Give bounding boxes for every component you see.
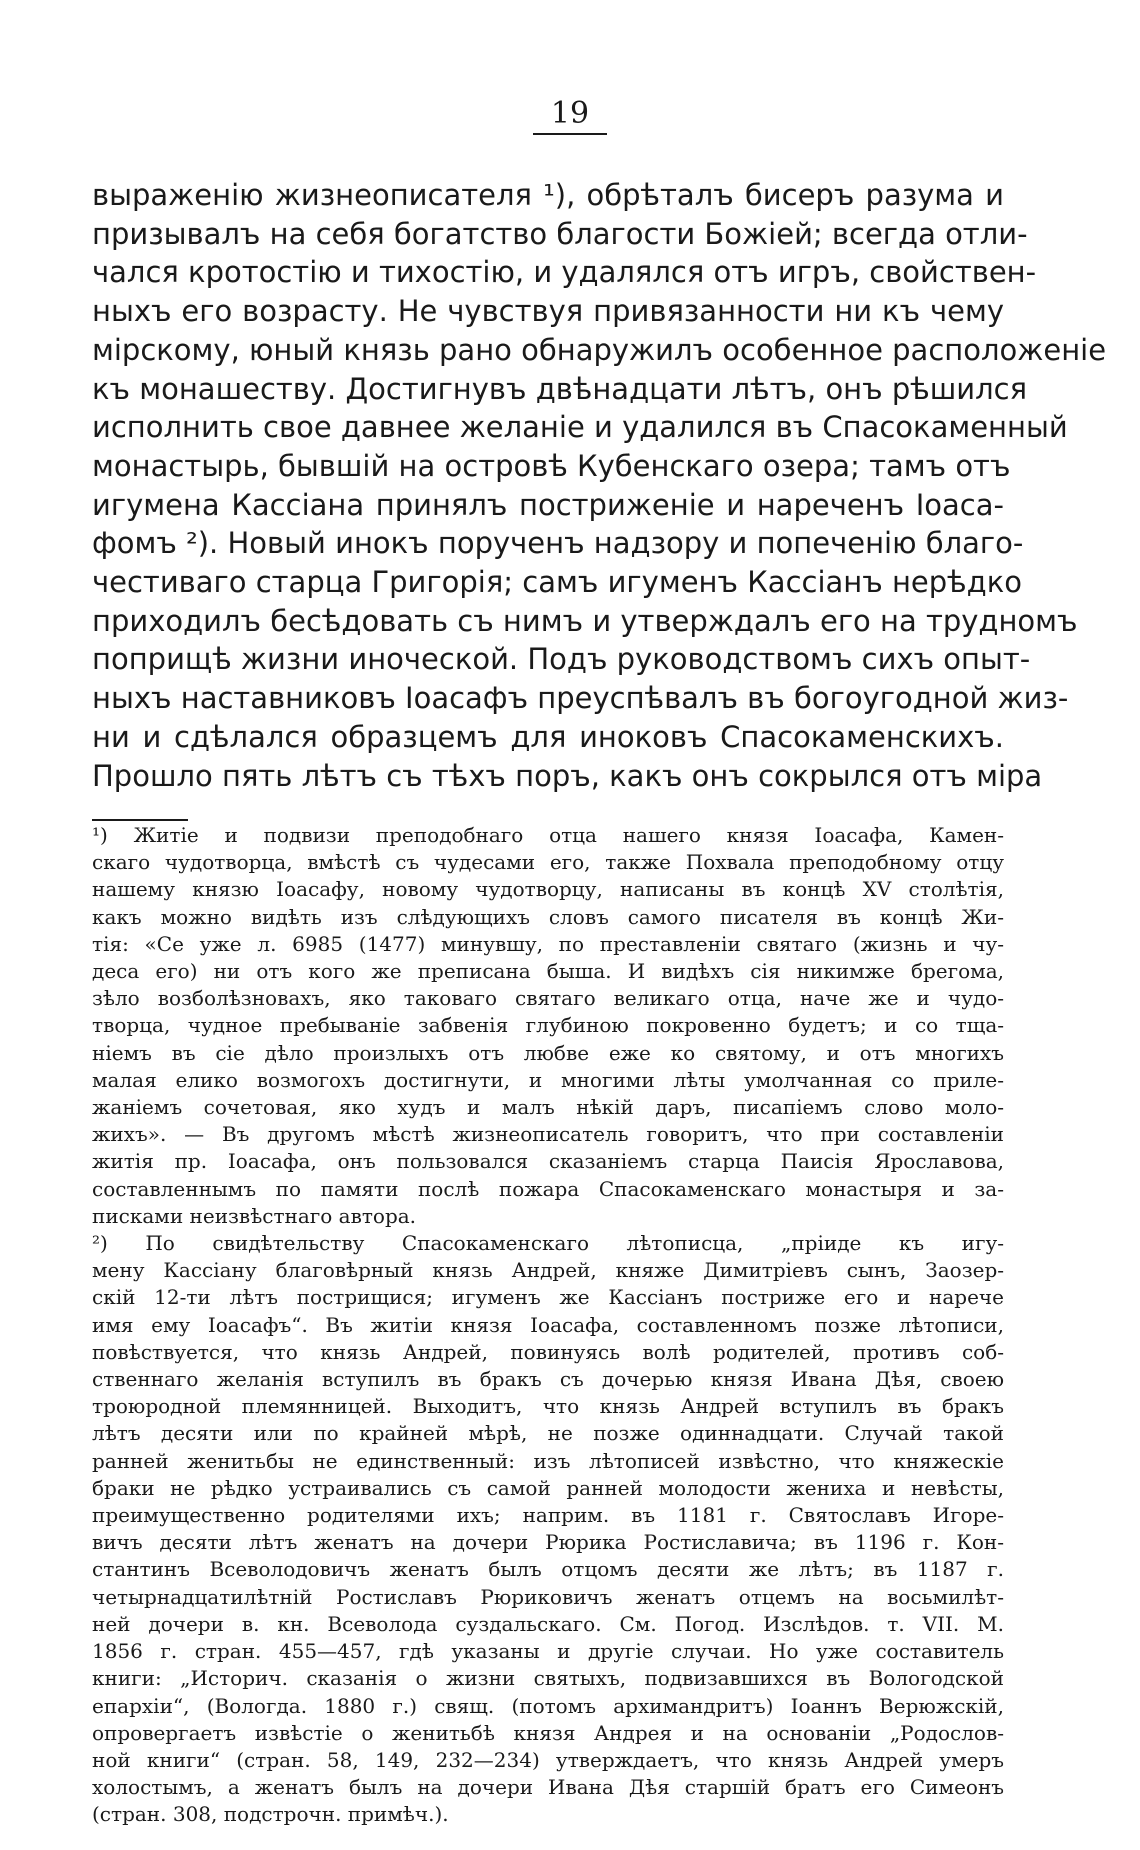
text-line: мірскому, юный князь рано обнаружилъ особенное расположеніе (92, 332, 1107, 367)
footnote-line: ственнаго желанія вступилъ въ бракъ съ дочерью князя Ивана Дѣя, своею (92, 1367, 1004, 1392)
text-line: исполнить свое давнее желаніе и удалился въ Спасокаменный (92, 410, 1068, 445)
footnote-line: мену Кассіану благовѣрный князь Андрей, княже Димитріевъ сынъ, Заозер- (92, 1258, 1004, 1283)
text-line: ни и сдѣлался образцемъ для иноковъ Спасокаменскихъ. (92, 719, 1004, 754)
main-text-block (92, 176, 1107, 795)
text-line: Прошло пять лѣтъ съ тѣхъ поръ, какъ онъ сокрылся отъ міра (92, 758, 1043, 793)
text-line: честиваго старца Григорія; самъ игуменъ Кассіанъ нерѣдко (92, 565, 1022, 600)
footnote-line: ранней женитьбы не единственный: изъ лѣтописей извѣстно, что княжескіе (92, 1448, 1004, 1473)
footnote-line: жаніемъ сочетовая, яко худъ и малъ нѣкій даръ, писапіемъ слово моло- (92, 1095, 1004, 1120)
text-line: приходилъ бесѣдовать съ нимъ и утверждалъ его на трудномъ (92, 603, 1078, 638)
footnote-separator-rule (92, 819, 188, 821)
footnote-line: (стран. 308, подстрочн. примѣч.). (92, 1802, 449, 1827)
text-line: монастырь, бывшій на островѣ Кубенскаго озера; тамъ отъ (92, 448, 1011, 483)
footnote-line: тія: «Се уже л. 6985 (1477) минувшу, по преставленіи святаго (жизнь и чу- (92, 931, 1004, 956)
footnote-line: холостымъ, а женатъ былъ на дочери Ивана Дѣя старшій братъ его Симеонъ (92, 1775, 1004, 1800)
footnote-2 (92, 1230, 1004, 1828)
footnote-line: какъ можно видѣть изъ слѣдующихъ словъ самого писателя въ концѣ Жи- (92, 904, 1004, 929)
text-line: ныхъ его возрасту. Не чувствуя привязанности ни къ чему (92, 294, 1004, 329)
text-line: призывалъ на себя богатство благости Божіей; всегда отли- (92, 216, 1028, 251)
footnote-line: творца, чудное пребываніе забвенія глубиною покровенно будетъ; и со тща- (92, 1013, 1004, 1038)
footnote-line: епархіи“, (Вологда. 1880 г.) свящ. (потомъ архимандритъ) Іоаннъ Верюжскій, (92, 1693, 1004, 1718)
footnote-line: зѣло возболѣзновахъ, яко таковаго святаго великаго отца, наче же и чудо- (92, 986, 1004, 1011)
text-line: выраженію жизнеописателя ¹), обрѣталъ бисеръ разума и (92, 178, 1004, 212)
footnote-line: житія пр. Іоасафа, онъ пользовался сказаніемъ старца Паисія Ярославова, (92, 1149, 1004, 1174)
footnote-line: ¹) Житіе и подвизи преподобнаго отца нашего князя Іоасафа, Камен- (92, 823, 1004, 847)
footnote-line: скаго чудотворца, вмѣстѣ съ чудесами его, также Похвала преподобному отцу (92, 850, 1004, 875)
footnote-line: стантинъ Всеволодовичъ женатъ былъ отцомъ десяти же лѣтъ; въ 1187 г. (92, 1557, 1004, 1582)
footnote-line: повѣствуется, что князь Андрей, повинуясь волѣ родителей, противъ соб- (92, 1339, 1004, 1364)
footnote-line: лѣтъ десяти или по крайней мѣрѣ, не позже одиннадцати. Случай такой (92, 1421, 1004, 1446)
footnote-line: ²) По свидѣтельству Спасокаменскаго лѣтописца, „пріиде къ игу- (92, 1231, 1004, 1256)
footnote-line: скій 12-ти лѣтъ пострищися; игуменъ же Кассіанъ постриже его и нарече (92, 1285, 1004, 1310)
footnote-1 (92, 822, 1004, 1230)
text-line: игумена Кассіана принялъ постриженіе и нареченъ Іоаса- (92, 487, 1004, 522)
text-line: фомъ ²). Новый инокъ порученъ надзору и попеченію благо- (92, 526, 1024, 561)
footnote-line: 1856 г. стран. 455—457, гдѣ указаны и другіе случаи. Но уже составитель (92, 1639, 1004, 1664)
footnote-line: преимущественно родителями ихъ; наприм. въ 1181 г. Святославъ Игоре- (92, 1503, 1004, 1528)
text-line: чался кротостію и тихостію, и удалялся отъ игръ, свойствен- (92, 255, 1037, 290)
footnote-line: составленнымъ по памяти послѣ пожара Спасокаменскаго монастыря и за- (92, 1176, 1004, 1201)
footnote-line: браки не рѣдко устраивались съ самой ранней молодости жениха и невѣсты, (92, 1475, 1004, 1500)
text-line: къ монашеству. Достигнувъ двѣнадцати лѣтъ, онъ рѣшился (92, 371, 1028, 406)
footnote-line: жихъ». — Въ другомъ мѣстѣ жизнеописатель говоритъ, что при составленіи (92, 1122, 1004, 1147)
footnote-line: писками неизвѣстнаго автора. (92, 1203, 417, 1228)
footnote-line: нашему князю Іоасафу, новому чудотворцу, написаны въ концѣ XV столѣтія, (92, 877, 1004, 902)
page-number: 19 (0, 96, 1140, 132)
text-line: ныхъ наставниковъ Іоасафъ преуспѣвалъ въ богоугодной жиз- (92, 681, 1069, 716)
footnote-line: имя ему Іоасафъ“. Въ житіи князя Іоасафа, составленномъ позже лѣтописи, (92, 1312, 1004, 1337)
footnote-line: малая елико возмогохъ достигнути, и многими лѣты умолчанная со приле- (92, 1067, 1004, 1092)
footnotes-block (92, 822, 1004, 1829)
footnote-line: ніемъ въ сіе дѣло произлыхъ отъ любве еже ко святому, и отъ многихъ (92, 1040, 1004, 1065)
footnote-line: вичъ десяти лѣтъ женатъ на дочери Рюрика Ростиславича; въ 1196 г. Кон- (92, 1530, 1004, 1555)
footnote-line: четырнадцатилѣтній Ростиславъ Рюриковичъ женатъ отцемъ на восьмилѣт- (92, 1584, 1004, 1609)
text-line: поприщѣ жизни иноческой. Подъ руководствомъ сихъ опыт- (92, 642, 1031, 677)
footnote-line: опровергаетъ извѣстіе о женитьбѣ князя Андрея и на основаніи „Родослов- (92, 1720, 1004, 1745)
footnote-line: ней дочери в. кн. Всеволода суздальскаго. См. Погод. Изслѣдов. т. VII. М. (92, 1611, 1004, 1636)
footnote-line: книги: „Историч. сказанія о жизни святыхъ, подвизавшихся въ Вологодской (92, 1666, 1004, 1691)
footnote-line: ной книги“ (стран. 58, 149, 232—234) утверждаетъ, что князь Андрей умеръ (92, 1747, 1004, 1772)
footnote-line: деса его) ни отъ кого же преписана быша. И видѣхъ сія никимже брегома, (92, 959, 1004, 984)
footnote-line: троюродной племянницей. Выходитъ, что князь Андрей вступилъ въ бракъ (92, 1394, 1004, 1419)
